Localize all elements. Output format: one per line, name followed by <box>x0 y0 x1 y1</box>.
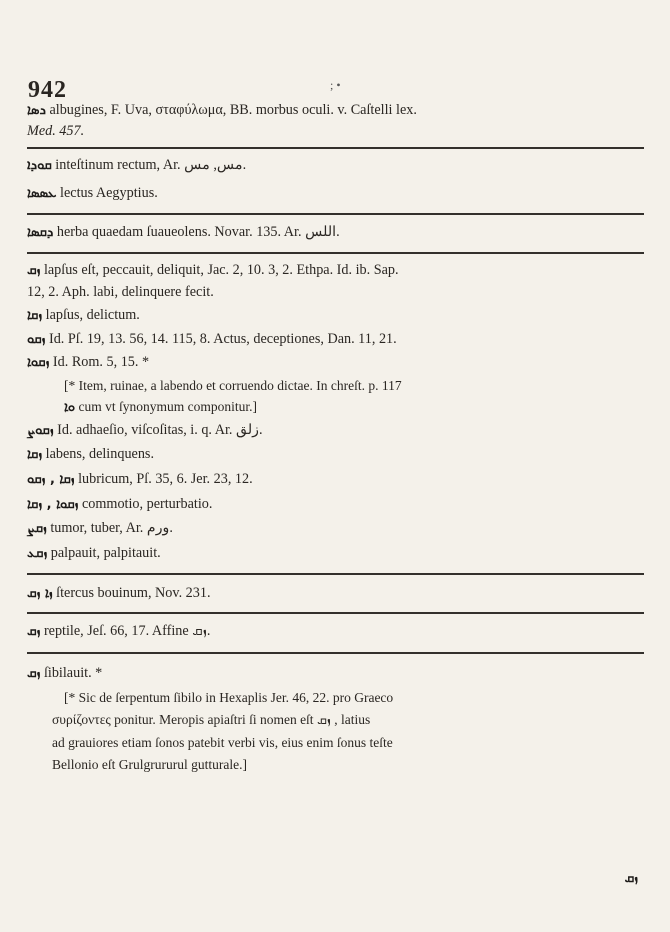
entry-line <box>64 687 393 708</box>
syriac-headword: ܕܩܣܐ <box>27 225 54 240</box>
entry-line <box>27 583 211 604</box>
entry-line <box>27 155 246 176</box>
syriac-headword: ܙܩܘܨ <box>27 423 54 438</box>
entry-text: lectus Aegyptius. <box>56 185 158 201</box>
section-divider <box>27 573 644 575</box>
entry-text: Bellonio eſt Grulgrururul gutturale.] <box>52 757 247 772</box>
entry-line <box>27 469 253 490</box>
entry-line <box>27 494 212 515</box>
entry-text: συρίζοντες ponitur. Meropis apiaſtri ſi nomen eſt ܙܩ , latius <box>52 712 371 727</box>
entry-text: tumor, tuber, Ar. ورم. <box>46 520 173 536</box>
entry-line <box>64 375 402 396</box>
entry-line <box>64 396 257 418</box>
entry-text: lapſus, delictum. <box>42 307 140 323</box>
top-marks: ; • <box>330 78 341 92</box>
syriac-headword: ܙܐ ܙܩ <box>27 586 53 601</box>
entry-line <box>27 329 397 350</box>
page-number: 942 <box>28 77 67 103</box>
section-divider <box>27 652 644 654</box>
entry-line <box>52 709 370 730</box>
entry-text: herba quaedam ſuaueolens. Novar. 135. Ar. اللس. <box>53 224 340 240</box>
syriac-headword: ܙܩܘ <box>27 332 46 347</box>
entry-text: ſtercus bouinum, Nov. 231. <box>52 585 211 601</box>
entry-text: ſibilauit. * <box>40 665 103 681</box>
syriac-headword: ܘܐ <box>64 400 76 415</box>
syriac-headword: ܖܣܐ <box>27 103 46 118</box>
entry-text: albugines, F. Uva, σταφύλωμα, BB. morbus oculi. v. Caſtelli lex. <box>45 102 417 118</box>
syriac-headword: ܙܩܘܐ <box>27 355 50 370</box>
syriac-headword: ܙܩ <box>27 666 41 681</box>
entry-text: labens, delinquens. <box>42 446 154 462</box>
section-divider <box>27 147 644 149</box>
entry-line <box>27 282 214 303</box>
entry-line <box>27 183 158 204</box>
entry-text: commotio, perturbatio. <box>78 496 213 512</box>
entry-line <box>27 352 149 373</box>
syriac-headword: ܙܩܐ , ܙܩܘ <box>27 472 75 487</box>
entry-line <box>52 732 393 753</box>
entry-text: inteſtinum rectum, Ar. مس, مس. <box>51 157 247 173</box>
entry-text: [* Item, ruinae, a labendo et corruendo dictae. In chreſt. p. 117 <box>64 378 402 393</box>
entry-text: lubricum, Pſ. 35, 6. Jer. 23, 12. <box>74 471 253 487</box>
entry-text: [* Sic de ſerpentum ſibilo in Hexaplis Jer. 46, 22. pro Graeco <box>64 690 394 705</box>
entry-line <box>27 518 173 539</box>
entry-line <box>27 260 399 281</box>
syriac-headword: ܙܩܥ <box>27 546 48 561</box>
syriac-headword: ܙܩ <box>27 624 41 639</box>
section-divider <box>27 612 644 614</box>
syriac-headword: ܙܩܘܐ , ܙܩܐ <box>27 497 79 512</box>
entry-line <box>27 444 154 465</box>
entry-text: Id. adhaeſio, viſcoſitas, i. q. Ar. زلق. <box>53 422 263 438</box>
entry-line <box>27 543 161 564</box>
entry-text: Med. 457. <box>27 123 85 139</box>
entry-text: palpauit, palpitauit. <box>47 545 161 561</box>
entry-line <box>27 222 340 243</box>
entry-text: reptile, Jeſ. 66, 17. Affine ܙܩ. <box>40 623 211 639</box>
entry-line <box>27 305 140 326</box>
entry-line <box>27 663 102 684</box>
entry-text: lapſus eſt, peccauit, deliquit, Jac. 2, 10. 3, 2. Ethpa. Id. ib. Sap. <box>40 262 399 278</box>
syriac-headword: ܙܩܨ <box>27 521 47 536</box>
section-divider <box>27 252 644 254</box>
syriac-headword: ܙܩܐ <box>27 447 43 462</box>
syriac-headword: ܩܘܕܐ <box>27 158 52 173</box>
entry-line <box>52 754 247 775</box>
entry-line <box>27 121 84 142</box>
section-divider <box>27 213 644 215</box>
syriac-headword: ܥܣܣܐ <box>27 186 57 201</box>
entry-line <box>27 100 417 121</box>
syriac-headword: ܙܩ <box>27 263 41 278</box>
entry-text: ad grauiores etiam ſonos patebit verbi vis, eius enim ſonus teſte <box>52 735 393 750</box>
entry-text: cum vt ſynonymum componitur.] <box>75 399 258 414</box>
entry-line <box>27 420 263 441</box>
entry-text: Id. Pſ. 19, 13. 56, 14. 115, 8. Actus, deceptiones, Dan. 11, 21. <box>45 331 397 347</box>
catchword: ܙܩ <box>624 871 638 886</box>
entry-text: Id. Rom. 5, 15. * <box>49 354 150 370</box>
entry-line <box>27 621 210 642</box>
syriac-headword: ܙܩܐ <box>27 308 43 323</box>
entry-text: 12, 2. Aph. labi, delinquere fecit. <box>27 284 214 300</box>
